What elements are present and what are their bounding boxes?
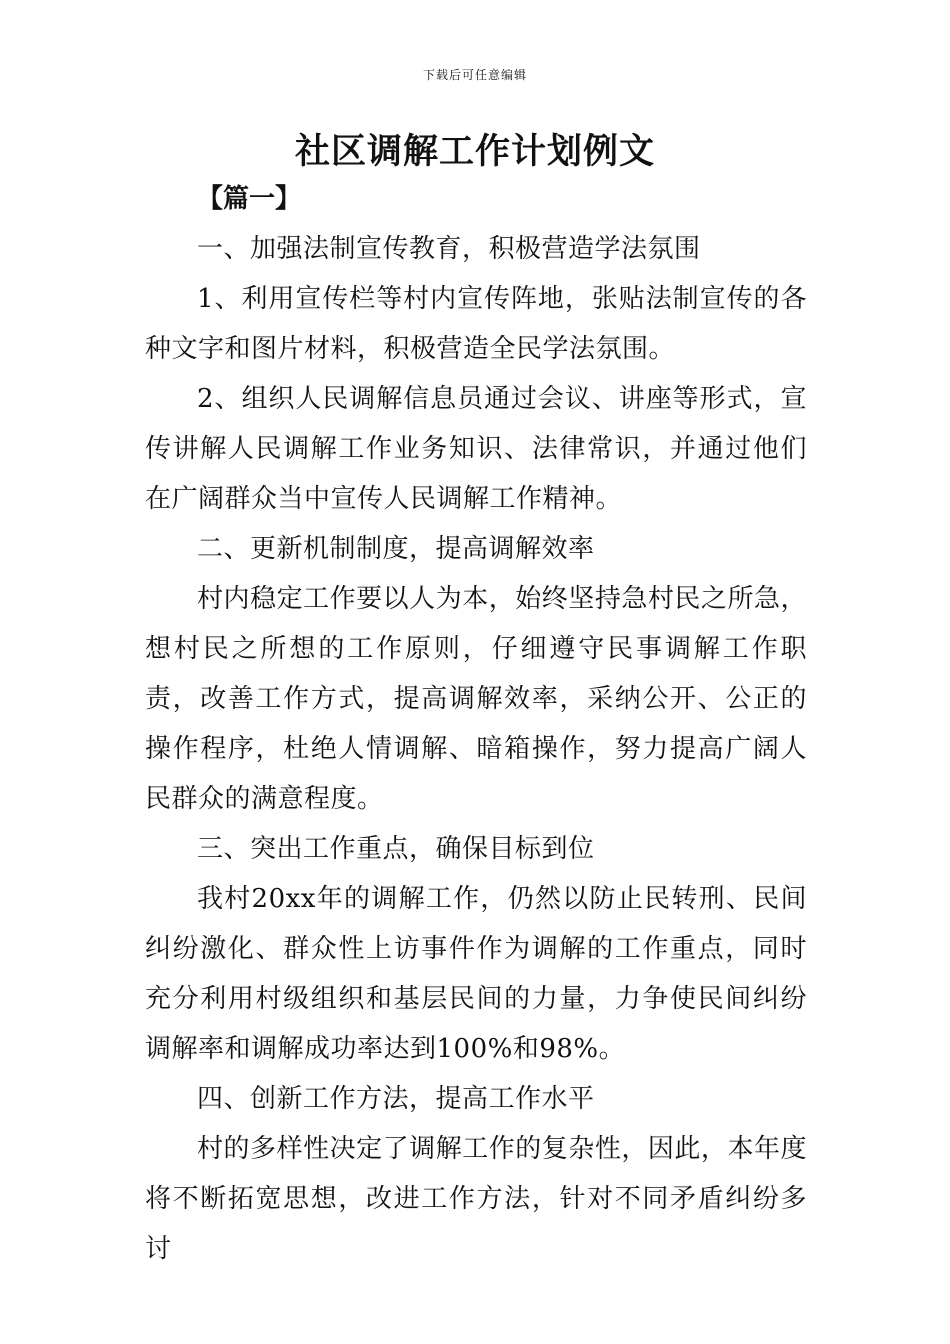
document-title: 社区调解工作计划例文 <box>294 131 655 172</box>
paragraph-1: 1、利用宣传栏等村内宣传阵地，张贴法制宣传的各种文字和图片材料，积极营造全民学法氛围。 <box>145 284 807 364</box>
section-marker: 【篇一】 <box>197 184 302 214</box>
document-body <box>145 174 807 1274</box>
paragraph-3: 村内稳定工作要以人为本，始终坚持急村民之所急，想村民之所想的工作原则，仔细遵守民事调解工作职责，改善工作方式，提高调解效率，采纳公开、公正的操作程序，杜绝人情调解、暗箱操作，努力提高广阔人民群众的满意程度。 <box>145 584 807 814</box>
header-note: 下载后可任意编辑 <box>422 68 527 82</box>
paragraph-4: 我村20xx年的调解工作，仍然以防止民转刑、民间纠纷激化、群众性上访事件作为调解的工作重点，同时充分利用村级组织和基层民间的力量，力争使民间纠纷调解率和调解成功率达到100%和98%。 <box>145 884 807 1064</box>
heading-2: 二、更新机制制度，提高调解效率 <box>197 534 595 564</box>
heading-3: 三、突出工作重点，确保目标到位 <box>197 834 595 864</box>
heading-4: 四、创新工作方法，提高工作水平 <box>197 1084 595 1114</box>
heading-1: 一、加强法制宣传教育，积极营造学法氛围 <box>197 234 701 264</box>
paragraph-5: 村的多样性决定了调解工作的复杂性，因此，本年度将不断拓宽思想，改进工作方法，针对不同矛盾纠纷多讨 <box>145 1134 807 1264</box>
paragraph-2: 2、组织人民调解信息员通过会议、讲座等形式，宣传讲解人民调解工作业务知识、法律常识，并通过他们在广阔群众当中宣传人民调解工作精神。 <box>145 384 807 514</box>
